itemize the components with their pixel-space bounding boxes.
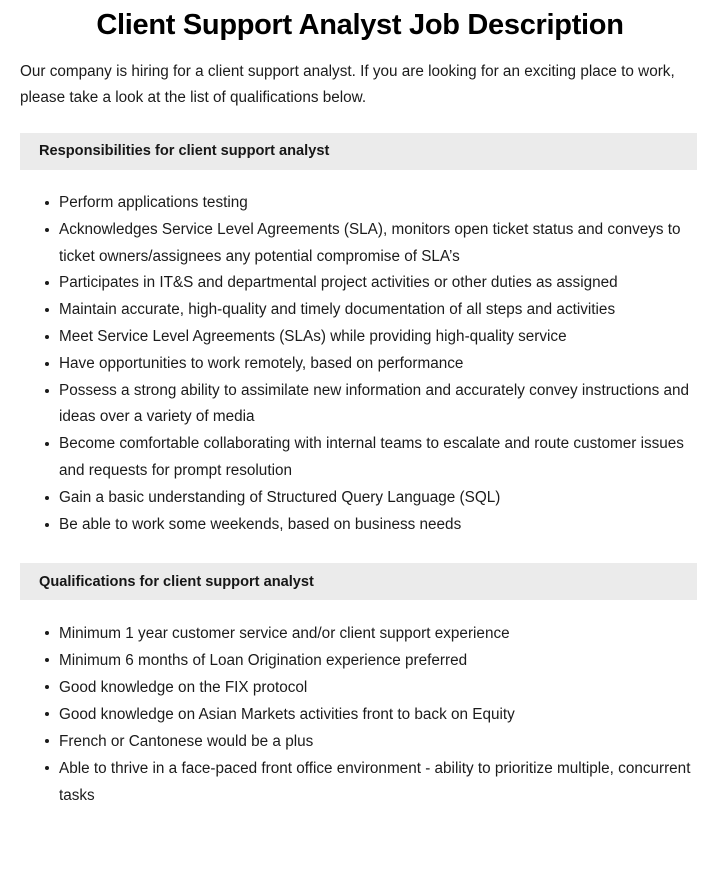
list-item: Minimum 6 months of Loan Origination experience preferred xyxy=(45,647,698,674)
qualifications-list xyxy=(0,600,720,809)
list-item: Be able to work some weekends, based on business needs xyxy=(45,512,698,539)
section-qualifications xyxy=(0,563,720,809)
list-item: Become comfortable collaborating with internal teams to escalate and route customer issues and requests for prompt resolution xyxy=(45,431,698,485)
list-item: Participates in IT&S and departmental project activities or other duties as assigned xyxy=(45,270,698,297)
section-responsibilities xyxy=(0,133,720,538)
list-item: Good knowledge on the FIX protocol xyxy=(45,674,698,701)
list-item: Able to thrive in a face-paced front office environment - ability to prioritize multiple, concurrent tasks xyxy=(45,755,698,809)
list-item: Meet Service Level Agreements (SLAs) while providing high-quality service xyxy=(45,324,698,351)
list-item: Minimum 1 year customer service and/or client support experience xyxy=(45,620,698,647)
list-item: Possess a strong ability to assimilate new information and accurately convey instructions and ideas over a variety of media xyxy=(45,378,698,432)
list-item: Have opportunities to work remotely, based on performance xyxy=(45,351,698,378)
list-item: Gain a basic understanding of Structured Query Language (SQL) xyxy=(45,485,698,512)
list-item: French or Cantonese would be a plus xyxy=(45,728,698,755)
responsibilities-list xyxy=(0,170,720,538)
section-heading-label: Qualifications for client support analyst xyxy=(39,573,314,590)
list-item: Acknowledges Service Level Agreements (SLA), monitors open ticket status and conveys to ticket owners/assignees any potential compromise of SLA’s xyxy=(45,217,698,271)
list-item: Good knowledge on Asian Markets activities front to back on Equity xyxy=(45,701,698,728)
section-heading-label: Responsibilities for client support analyst xyxy=(39,143,330,160)
list-item: Maintain accurate, high-quality and timely documentation of all steps and activities xyxy=(45,297,698,324)
page-title: Client Support Analyst Job Description xyxy=(96,9,624,41)
list-item: Perform applications testing xyxy=(45,190,698,217)
intro-paragraph: Our company is hiring for a client support analyst. If you are looking for an exciting place to work, please take a look at the list of qualifications below. xyxy=(20,63,675,106)
section-header-qualifications xyxy=(20,563,697,600)
section-header-responsibilities xyxy=(20,133,697,170)
